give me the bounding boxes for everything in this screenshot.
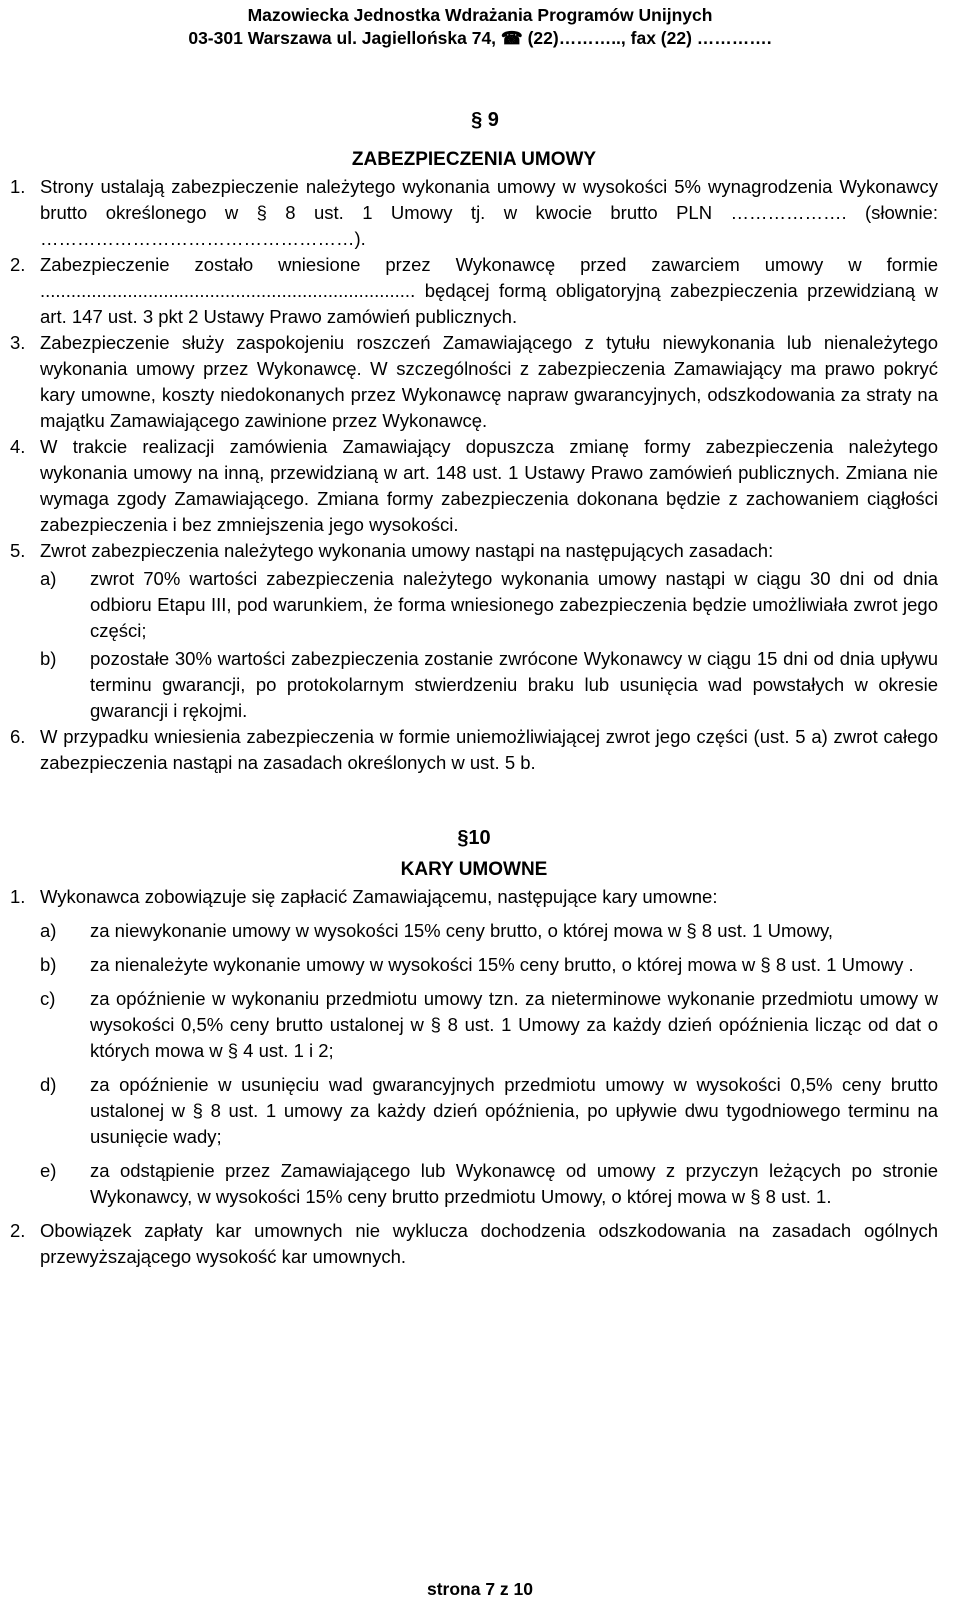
item-text: Strony ustalają zabezpieczenie należytego wykonania umowy w wysokości 5% wynagrodzenia Wykonawcy brutto określonego w § 8 ust. 1 Umowy tj. w kwocie brutto PLN ………………. (słownie: ……………………………………………). bbox=[40, 176, 938, 249]
sub-item-letter: b) bbox=[40, 954, 57, 975]
item-number: 2. bbox=[10, 254, 26, 275]
item-text: Zwrot zabezpieczenia należytego wykonania umowy nastąpi na następujących zasadach: bbox=[40, 540, 774, 561]
document-body bbox=[10, 106, 938, 1270]
sub-item bbox=[40, 1072, 938, 1150]
list-item bbox=[10, 884, 938, 1210]
sub-item-text: za odstąpienie przez Zamawiającego lub Wykonawcę od umowy z przyczyn leżących po stronie Wykonawcy, w wysokości 15% ceny brutto przedmiotu Umowy, o której mowa w § 8 ust. 1. bbox=[90, 1160, 938, 1207]
sub-item-letter: c) bbox=[40, 988, 56, 1009]
section-10 bbox=[10, 824, 938, 1270]
list-item bbox=[10, 174, 938, 252]
sub-item-letter: b) bbox=[40, 648, 57, 669]
sub-item-text: za niewykonanie umowy w wysokości 15% ceny brutto, o której mowa w § 8 ust. 1 Umowy, bbox=[90, 920, 834, 941]
list-item bbox=[10, 434, 938, 538]
section-mark: §10 bbox=[457, 827, 491, 849]
item-number: 3. bbox=[10, 332, 26, 353]
list-item bbox=[10, 1218, 938, 1270]
sub-item-letter: d) bbox=[40, 1074, 57, 1095]
list-item bbox=[10, 252, 938, 330]
letterhead bbox=[0, 4, 960, 50]
item-number: 2. bbox=[10, 1220, 26, 1241]
sub-item-letter: e) bbox=[40, 1160, 57, 1181]
list-item bbox=[10, 538, 938, 724]
sub-item-text: za opóźnienie w usunięciu wad gwarancyjnych przedmiotu umowy w wysokości 0,5% ceny brutto ustalonej w § 8 ust. 1 umowy za każdy dzień opóźnienia, po upływie dwu tygodniowego terminu na usunięcie wady; bbox=[90, 1074, 938, 1147]
sub-item-letter: a) bbox=[40, 920, 57, 941]
letterhead-organization: Mazowiecka Jednostka Wdrażania Programów Unijnych bbox=[247, 5, 713, 25]
section-mark: § 9 bbox=[471, 109, 499, 131]
item-text: W przypadku wniesienia zabezpieczenia w formie uniemożliwiającej zwrot jego części (ust. 5 a) zwrot całego zabezpieczenia nastąpi na zasadach określonych w ust. 5 b. bbox=[40, 726, 938, 773]
sub-item bbox=[40, 646, 938, 724]
item-content bbox=[40, 538, 938, 724]
sub-item bbox=[40, 986, 938, 1064]
sub-item-text: zwrot 70% wartości zabezpieczenia należytego wykonania umowy nastąpi w ciągu 30 dni od dnia odbioru Etapu III, pod warunkiem, że forma wniesionego zabezpieczenia będzie umożliwiała zwrot jego części; bbox=[90, 568, 938, 641]
item-number: 1. bbox=[10, 886, 26, 907]
sub-item bbox=[40, 566, 938, 644]
item-content bbox=[40, 884, 938, 1210]
item-text: Zabezpieczenie służy zaspokojeniu roszczeń Zamawiającego z tytułu niewykonania lub nienależytego wykonania umowy przez Wykonawcę. W szczególności z zabezpieczenia Zamawiający ma prawo pokryć kary umowne, koszty niedokonanych przez Wykonawcę napraw gwarancyjnych, odszkodowania za straty na majątku Zamawiającego zawinione przez Wykonawcę. bbox=[40, 332, 938, 431]
section-9 bbox=[10, 106, 938, 776]
sub-item-letter: a) bbox=[40, 568, 57, 589]
list-item bbox=[10, 330, 938, 434]
item-number: 1. bbox=[10, 176, 26, 197]
item-text: Zabezpieczenie zostało wniesione przez Wykonawcę przed zawarciem umowy w formie ......................................................................... będącej formą obligatoryjną zabezpieczenia przewidzianą w art. 147 ust. 3 pkt 2 Ustawy Prawo zamówień publicznych. bbox=[40, 254, 938, 327]
sub-item-text: za nienależyte wykonanie umowy w wysokości 15% ceny brutto, o której mowa w § 8 ust. 1 Umowy . bbox=[90, 954, 914, 975]
sub-item bbox=[40, 952, 938, 978]
item-number: 6. bbox=[10, 726, 26, 747]
sub-item-text: za opóźnienie w wykonaniu przedmiotu umowy tzn. za nieterminowe wykonanie przedmiotu umowy w wysokości 0,5% ceny brutto ustalonej w § 8 ust. 1 Umowy za każdy dzień opóźnienia licząc od dat o których mowa w § 4 ust. 1 i 2; bbox=[90, 988, 938, 1061]
page-number: strona 7 z 10 bbox=[426, 1579, 534, 1599]
letterhead-address: 03-301 Warszawa ul. Jagiellońska 74, ☎ (22)……….., fax (22) …………. bbox=[188, 28, 772, 48]
list-item bbox=[10, 724, 938, 776]
sub-item bbox=[40, 1158, 938, 1210]
section-title: KARY UMOWNE bbox=[400, 859, 548, 880]
item-number: 4. bbox=[10, 436, 26, 457]
section-title: ZABEZPIECZENIA UMOWY bbox=[351, 149, 597, 170]
item-number: 5. bbox=[10, 540, 26, 561]
item-text: Obowiązek zapłaty kar umownych nie wyklucza dochodzenia odszkodowania na zasadach ogólnych przewyższającego wysokość kar umownych. bbox=[40, 1220, 938, 1267]
item-text: Wykonawca zobowiązuje się zapłacić Zamawiającemu, następujące kary umowne: bbox=[40, 886, 718, 907]
sub-item-text: pozostałe 30% wartości zabezpieczenia zostanie zwrócone Wykonawcy w ciągu 15 dni od dnia upływu terminu gwarancji, po protokolarnym stwierdzeniu braku lub usunięcia wad powstałych w okresie gwarancji i rękojmi. bbox=[90, 648, 938, 721]
sub-item bbox=[40, 918, 938, 944]
item-text: W trakcie realizacji zamówienia Zamawiający dopuszcza zmianę formy zabezpieczenia należytego wykonania umowy na inną, przewidzianą w art. 148 ust. 1 Ustawy Prawo zamówień publicznych. Zmiana nie wymaga zgody Zamawiającego. Zmiana formy zabezpieczenia dokonana będzie z zachowaniem ciągłości zabezpieczenia i bez zmniejszenia jego wysokości. bbox=[40, 436, 938, 535]
